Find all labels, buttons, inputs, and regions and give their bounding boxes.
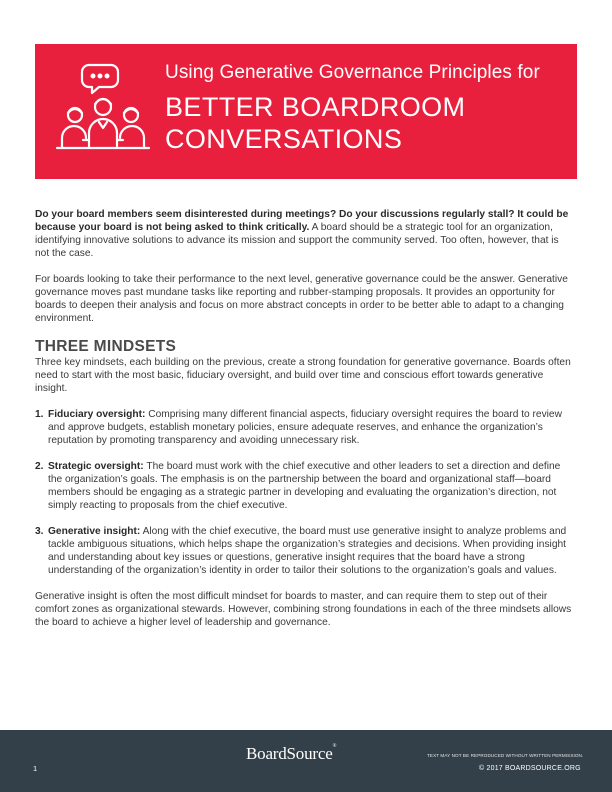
list-number: 1. [35, 409, 44, 420]
list-item [35, 460, 575, 512]
page-number: 1 [33, 764, 38, 773]
section-heading: THREE MINDSETS [35, 338, 177, 355]
list-item [35, 408, 575, 447]
intro-lead: Do your board members seem disinterested during meetings? Do your discussions regularly stall? It could be because your board is not being asked to think critically. [35, 209, 569, 233]
intro-paragraph [35, 208, 575, 260]
page-title: BETTER BOARDROOM CONVERSATIONS [165, 92, 466, 154]
title-banner [35, 44, 577, 179]
list-number: 2. [35, 461, 44, 472]
list-item-title: Generative insight: [48, 526, 141, 537]
banner-subtitle: Using Generative Governance Principles for [165, 62, 540, 83]
logo-text: BoardSource [246, 744, 333, 763]
list-item [35, 525, 575, 577]
list-item-text: The board must work with the chief executive and other leaders to set a direction and define the organization’s goals. The emphasis is on the partnership between the board and organizational staff—board members should be engaging as a strategic partner in developing and evaluating the organization’s direction, not simply reacting to proposals from the chief executive. [48, 461, 561, 511]
list-number: 3. [35, 526, 44, 537]
list-item-title: Fiduciary oversight: [48, 409, 146, 420]
list-item-text: Comprising many different financial aspects, fiduciary oversight requires the board to review and approve budgets, establish monetary policies, ensure adequate reserves, and enhance the organization’s reputation by promoting transparency and avoiding unnecessary risk. [48, 409, 562, 446]
registered-mark: ® [332, 744, 337, 749]
boardroom-conversation-icon [53, 56, 163, 166]
copyright-notice: © 2017 BOARDSOURCE.ORG [479, 765, 581, 772]
list-item-title: Strategic oversight: [48, 461, 144, 472]
page-footer [0, 730, 612, 792]
article-body [35, 208, 575, 642]
boardsource-logo [246, 744, 336, 764]
intro-text: A board should be a strategic tool for an organization, identifying innovative solutions to advance its mission and support the community served. Too often, however, that is not the case. [35, 222, 559, 259]
legal-notice: TEXT MAY NOT BE REPRODUCED WITHOUT WRITTEN PERMISSION. [427, 753, 584, 758]
list-item-text: Along with the chief executive, the board must use generative insight to analyze problems and tackle ambiguous situations, which helps shape the organization’s strategies and decisions. When providing insight and understanding about key issues or questions, generative insight requires that the board have a strong understanding of the organization’s identity in order to tailor their solutions to the organization’s goals and values. [48, 526, 567, 576]
mindsets-list [35, 408, 575, 577]
closing-paragraph: Generative insight is often the most difficult mindset for boards to master, and can require them to step out of their comfort zones as organizational stewards. However, combining strong foundations in each of the three mindsets allows the board to achieve a higher level of leadership and governance. [35, 591, 572, 628]
generative-governance-paragraph: For boards looking to take their performance to the next level, generative governance could be the answer. Generative governance moves past mundane tasks like reporting and rubber-stamping proposals. It provides an opportunity for boards to deepen their analysis and focus on more abstract concepts in order to be better able to adapt to a changing environment. [35, 274, 568, 324]
section-intro: Three key mindsets, each building on the previous, create a strong foundation for generative governance. Boards often need to start with the most basic, fiduciary oversight, and build over time and conscious effort towards generative insight. [35, 357, 571, 394]
